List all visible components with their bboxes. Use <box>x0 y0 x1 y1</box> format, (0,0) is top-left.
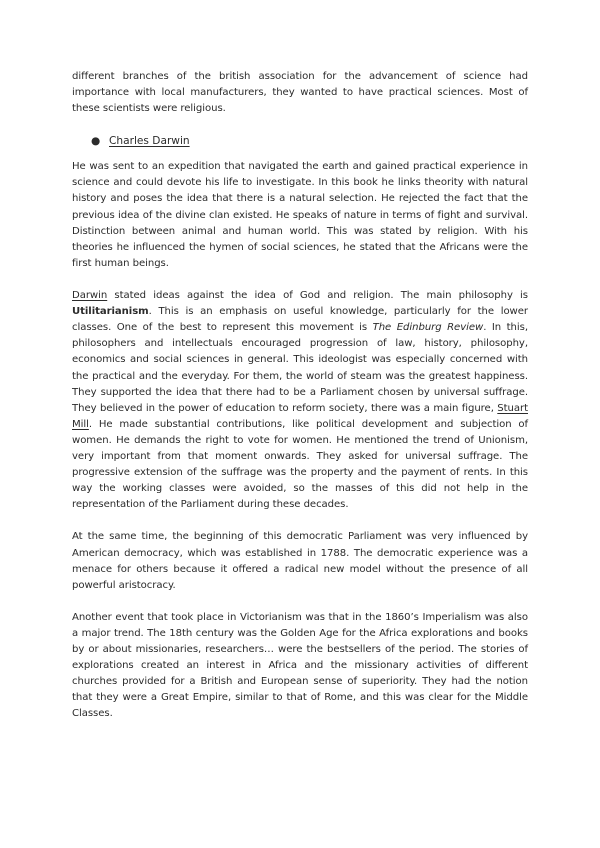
paragraph-spacer <box>72 594 528 610</box>
utilitarianism-term: Utilitarianism <box>72 306 149 318</box>
utilitarianism-text-1: stated ideas against the idea of God and religion. The main philosophy is <box>107 290 528 302</box>
bullet-icon: ● <box>91 135 101 148</box>
utilitarianism-text-2: . This is an emphasis on useful knowledge, particularly for the lower classes. One of the best to represent this movement is <box>72 306 528 334</box>
utilitarianism-text-3: . In this, philosophers and intellectuals encouraged progression of law, history, philosophy, economics and social sciences in general. This ideologist was especially concerned with the practical and the everyday. For them, the world of steam was the greatest happiness. They supported the idea that there had to be a Parliament chosen by universal suffrage. They believed in the power of education to reform society, there was a main figure, <box>72 322 528 414</box>
democracy-paragraph: At the same time, the beginning of this democratic Parliament was very influenced by American democracy, which was established in 1788. The democratic experience was a menace for others because it offered a radical new model without the presence of all powerful aristocracy. <box>72 531 528 591</box>
stuart-mill-link[interactable]: Stuart Mill <box>72 402 528 430</box>
darwin-link[interactable]: Darwin <box>72 290 108 302</box>
utilitarianism-paragraph <box>72 288 528 513</box>
darwin-paragraph: He was sent to an expedition that navigated the earth and gained practical experience in science and could devote his life to investigate. In this book he links theority with natural history and poses the idea that there is a natural selection. He rejected the fact that the previous idea of the divine clan existed. He speaks of nature in terms of fight and survival. Distinction between animal and human world. This was stated by religion. With his theories he influenced the hymen of social sciences, he stated that the Africans were the first human beings. <box>72 161 528 269</box>
paragraph-spacer <box>72 513 528 529</box>
section-heading-charles-darwin[interactable]: Charles Darwin <box>109 135 190 148</box>
edinburg-review-title: The Edinburg Review <box>372 322 484 334</box>
utilitarianism-text-4: . He made substantial contributions, like political development and subjection of women. He demands the right to vote for women. He mentioned the trend of Unionism, very important from that moment onwards. They asked for universal suffrage. The progressive extension of the suffrage was the property and the payment of rents. In this way the working classes were avoided, so the masses of this did not help in the representation of the Parliament during these decades. <box>72 418 528 511</box>
intro-paragraph: different branches of the british association for the advancement of science had importance with local manufacturers, they wanted to have practical sciences. Most of these scientists were religious. <box>72 71 528 115</box>
paragraph-spacer <box>72 272 528 288</box>
document-page <box>72 69 528 723</box>
imperialism-paragraph: Another event that took place in Victorianism was that in the 1860’s Imperialism was also a major trend. The 18th century was the Golden Age for the Africa explorations and books by or about missionaries, researchers… were the bestsellers of the period. The stories of explorations created an interest in Africa and the missionary activities of different churches provided for a British and European sense of superiority. They had the notion that they were a Great Empire, similar to that of Rome, and this was clear for the Middle Classes. <box>72 611 528 720</box>
charles-darwin-heading <box>72 133 528 149</box>
